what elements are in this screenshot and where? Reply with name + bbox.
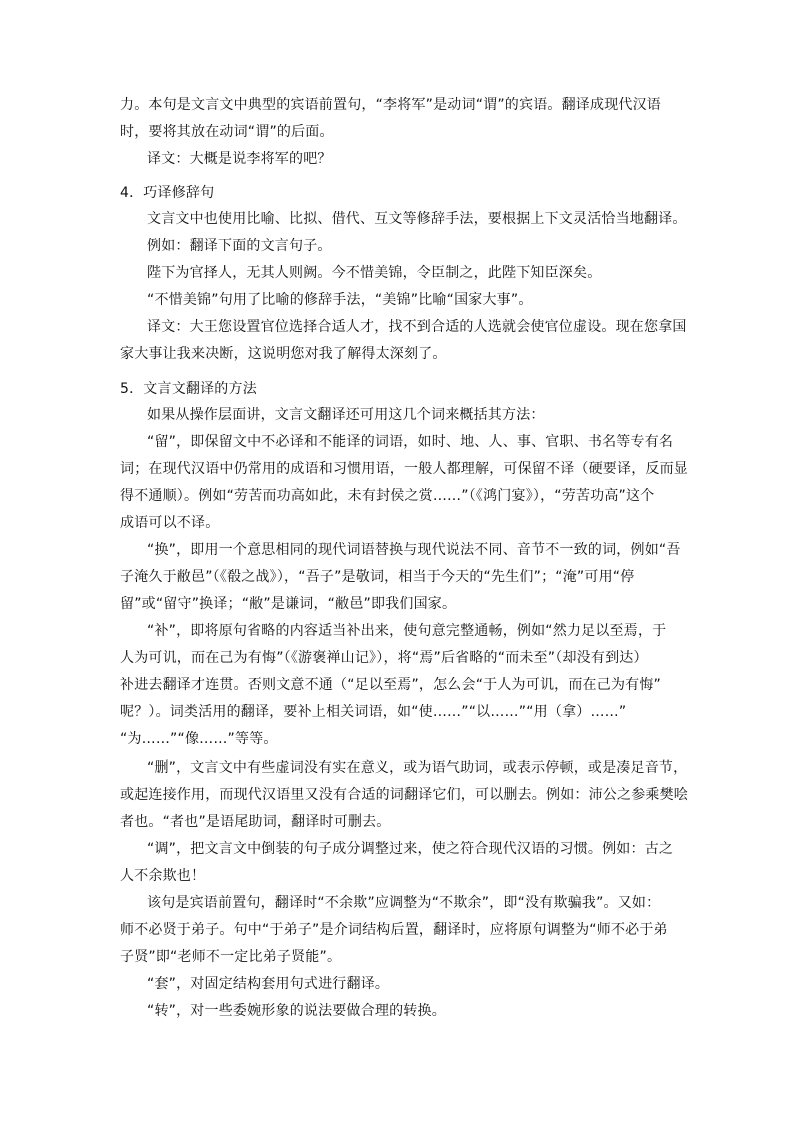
text-line: 留”或“留守”换译；“敝”是谦词，“敝邑”即我们国家。: [120, 596, 457, 612]
text-line: 者也。“者也”是语尾助词，翻译时可删去。: [120, 814, 391, 830]
text-line: 时，要将其放在动词“谓”的后面。: [120, 124, 334, 140]
text-line: 人不余欺也！: [120, 868, 206, 884]
text-line: 家大事让我来决断，这说明您对我了解得太深刻了。: [120, 346, 447, 362]
text-line: 文言文中也使用比喻、比拟、借代、互文等修辞手法，要根据上下文灵活恰当地翻译。: [147, 211, 687, 227]
text-line: 或起连接作用，而现代汉语里又没有合适的词翻译它们，可以删去。例如：沛公之参乘樊哙: [120, 787, 688, 803]
text-line: 成语可以不译。: [120, 515, 220, 531]
text-line: 该句是宾语前置句，翻译时“不余欺”应调整为“不欺余”，即“没有欺骗我”。又如：: [147, 895, 661, 911]
section-heading: 4．巧译修辞句: [120, 185, 215, 201]
section-heading: 5．文言文翻译的方法: [120, 381, 257, 397]
text-line: “删”，文言文中有些虚词没有实在意义，或为语气助词，或表示停顿，或是凑足音节，: [147, 760, 688, 776]
text-line: 词；在现代汉语中仍常用的成语和习惯用语，一般人都理解，可保留不译（硬要译，反而显: [120, 461, 688, 477]
text-line: “不惜美锦”句用了比喻的修辞手法，“美锦”比喻“国家大事”。: [147, 292, 533, 308]
text-line: “为……”“像……”等等。: [120, 731, 278, 747]
text-line: 子贤”即“老师不一定比弟子贤能”。: [120, 949, 342, 965]
text-line: 译文：大概是说李将军的吧？: [147, 151, 332, 167]
text-line: “换”，即用一个意思相同的现代词语替换与现代说法不同、音节不一致的词，例如“吾: [147, 542, 681, 558]
text-line: 呢？）。词类活用的翻译，要补上相关词语，如“使……”“以……”“用（拿）……”: [120, 704, 627, 720]
text-line: 得不通顺）。例如“劳苦而功高如此，未有封侯之赏……”（《鸿门宴》），“劳苦功高”这个: [120, 488, 655, 504]
text-line: “留”，即保留文中不必译和不能译的词语，如时、地、人、事、官职、书名等专有名: [147, 434, 674, 450]
text-line: 子淹久于敝邑”（《殽之战》），“吾子”是敬词，相当于今天的“先生们”；“淹”可用“停: [120, 569, 635, 585]
text-line: “补”，即将原句省略的内容适当补出来，使句意完整通畅，例如“然力足以至焉，于: [147, 623, 667, 639]
text-line: 译文：大王您设置官位选择合适人才，找不到合适的人选就会使官位虚设。现在您拿国: [147, 319, 687, 335]
text-line: 师不必贤于弟子。句中“于弟子”是介词结构后置，翻译时，应将原句调整为“师不必于弟: [120, 922, 668, 938]
text-line: “转”，对一些委婉形象的说法要做合理的转换。: [147, 1003, 446, 1019]
text-line: “调”，把文言文中倒装的句子成分调整过来，使之符合现代汉语的习惯。例如：古之: [147, 841, 674, 857]
text-line: 补进去翻译才连贯。否则文意不通（“足以至焉”，怎么会“于人为可讥，而在己为有悔”: [120, 677, 662, 693]
text-line: 力。本句是文言文中典型的宾语前置句，“李将军”是动词“谓”的宾语。翻译成现代汉语: [120, 97, 662, 113]
text-line: “套”，对固定结构套用句式进行翻译。: [147, 976, 390, 992]
text-line: 陛下为官择人，无其人则阙。今不惜美锦，令臣制之，此陛下知臣深矣。: [147, 265, 602, 281]
text-line: 如果从操作层面讲，文言文翻译还可用这几个词来概括其方法：: [147, 407, 545, 423]
text-line: 人为可讥，而在己为有悔”（《游褒禅山记》），将“焉”后省略的“而未至”（却没有到达）: [120, 650, 648, 666]
text-line: 例如：翻译下面的文言句子。: [147, 238, 332, 254]
